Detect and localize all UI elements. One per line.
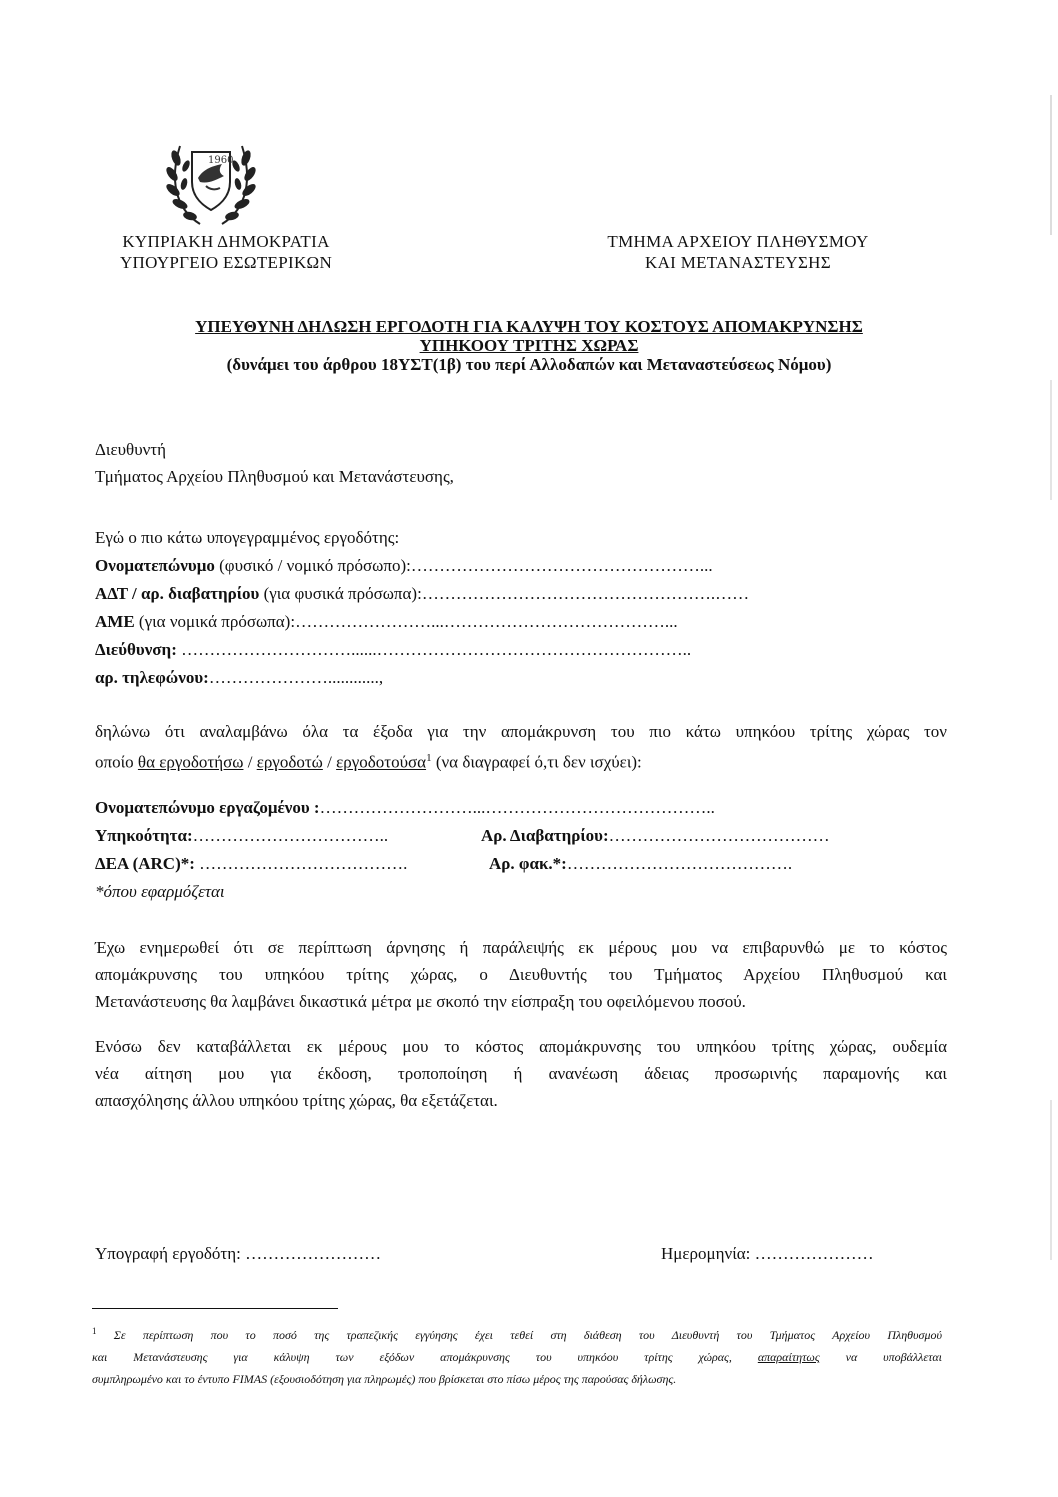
employer-id-note: (για φυσικά πρόσωπα): [259, 584, 422, 603]
employee-passport-label: Αρ. Διαβατηρίου: [481, 826, 609, 845]
date-label: Ημερομηνία: [661, 1244, 751, 1263]
header-left [96, 231, 356, 273]
header-republic: ΚΥΠΡΙΑΚΗ ΔΗΜΟΚΡΑΤΙΑ [122, 232, 330, 251]
employer-ame-row [95, 612, 678, 632]
declaration [95, 718, 947, 776]
employer-name-field[interactable]: ……………………………………………... [410, 556, 713, 575]
employer-phone-field[interactable]: …………………............, [208, 668, 384, 687]
footnote-line2-suffix: να υποβάλλεται [819, 1350, 942, 1364]
date-field[interactable]: ………………… [750, 1244, 874, 1263]
paragraph2-line3: απασχόλησης άλλου υπηκόου τρίτης χώρας, θα εξετάζεται. [95, 1091, 498, 1110]
footnote-line2-prefix: και Μετανάστευσης για κάλυψη των εξόδων απομάκρυνσης του υπηκόου τρίτης χώρας, [92, 1350, 758, 1364]
footnote-line1 [92, 1320, 942, 1346]
scan-edge-mark [1050, 95, 1052, 235]
paragraph2-line1: Ενόσω δεν καταβάλλεται εκ μέρους μου το κόστος απομάκρυνσης του υπηκόου τρίτης χώρας, ουδεμία [95, 1037, 947, 1056]
footnote-line3: συμπληρωμένο και το έντυπο FIMAS (εξουσιοδότηση για πληρωμές) που βρίσκεται στο πίσω μέρος της παρούσας δήλωσης. [92, 1372, 677, 1386]
addressee-line1: Διευθυντή [95, 440, 167, 459]
employer-id-row [95, 584, 749, 604]
header-ministry: ΥΠΟΥΡΓΕΙΟ ΕΣΩΤΕΡΙΚΩΝ [119, 253, 333, 272]
employee-nationality-label: Υπηκοότητα: [95, 826, 193, 845]
svg-text:1960: 1960 [208, 155, 234, 166]
employee-name-row [95, 798, 715, 818]
footnote-line1-text: Σε περίπτωση που το ποσό της τραπεζικής εγγύησης έχει τεθεί στη διάθεση του Διευθυντή του Τμήματος Αρχείου Πληθυσμού [96, 1328, 942, 1342]
employee-file-label: Αρ. φακ.*: [489, 854, 567, 873]
employer-intro: Εγώ ο πιο κάτω υπογεγραμμένος εργοδότης: [95, 528, 400, 547]
option-will-employ[interactable]: θα εργοδοτήσω [137, 752, 244, 772]
declaration-line2-prefix: οποίο [95, 752, 138, 772]
paragraph2-line2: νέα αίτηση μου για έκδοση, τροποποίηση ή ανανέωση άδειας προσωρινής παραμονής και [95, 1064, 947, 1083]
employee-arc-row [95, 854, 407, 874]
employee-file-field[interactable]: …………………………………. [566, 854, 793, 873]
footnote-separator [92, 1308, 338, 1309]
footnote-emphasis: απαραίτητως [757, 1350, 820, 1364]
scan-edge-mark [1050, 380, 1052, 500]
employee-passport-row [481, 826, 830, 846]
title-line2: ΥΠΗΚΟΟΥ ΤΡΙΤΗΣ ΧΩΡΑΣ [419, 336, 639, 355]
employee-arc-field[interactable]: ………………………………. [194, 854, 408, 873]
paragraph-consequences [95, 934, 947, 1015]
coat-of-arms-emblem [160, 138, 262, 228]
employer-id-label: ΑΔΤ / αρ. διαβατηρίου [95, 584, 260, 603]
employee-note: *όπου εφαρμόζεται [95, 882, 225, 901]
footnote-mark: 1 [92, 1326, 97, 1336]
employer-address-field[interactable]: …………………………......……………………………………………….. [176, 640, 692, 659]
employee-name-label: Ονοματεπώνυμο εργαζομένου : [95, 798, 320, 817]
scan-edge-mark [1050, 1100, 1052, 1260]
employer-address-label: Διεύθυνση: [95, 640, 177, 659]
employer-ame-note: (για νομικά πρόσωπα): [134, 612, 296, 631]
paragraph-applications [95, 1033, 947, 1114]
paragraph1-line1: Έχω ενημερωθεί ότι σε περίπτωση άρνησης ή παράλειψής εκ μέρους μου να επιβαρυνθώ με το κόστος [95, 938, 947, 957]
addressee [95, 436, 454, 490]
footnote-line2 [92, 1346, 942, 1368]
employee-file-row [489, 854, 792, 874]
declaration-line1: δηλώνω ότι αναλαμβάνω όλα τα έξοδα για την απομάκρυνση του πιο κάτω υπηκόου τρίτης χώρας τον [95, 722, 947, 741]
document-title [60, 317, 998, 374]
option-separator: / [322, 752, 337, 772]
employer-name-row [95, 556, 713, 576]
employer-id-field[interactable]: …………………………………………….…… [421, 584, 750, 603]
employer-phone-label: αρ. τηλεφώνου: [95, 668, 209, 687]
employee-arc-label: ΔΕΑ (ARC)*: [95, 854, 195, 873]
employer-phone-row [95, 668, 383, 688]
option-employed[interactable]: εργοδοτούσα [336, 752, 427, 772]
signature-field[interactable]: …………………… [240, 1244, 382, 1263]
paragraph1-line2: απομάκρυνσης του υπηκόου τρίτης χώρας, ο Διευθυντής του Τμήματος Αρχείου Πληθυσμού και [95, 965, 947, 984]
declaration-line2 [95, 745, 947, 776]
employee-nationality-row [95, 826, 388, 846]
signature-row [95, 1244, 381, 1264]
employee-name-field[interactable]: ………………………...………………………………….. [319, 798, 715, 817]
footnote-reference: 1 [426, 752, 432, 764]
title-subtitle: (δυνάμει του άρθρου 18ΥΣΤ(1β) του περί Αλλοδαπών και Μεταναστεύσεως Νόμου) [226, 355, 832, 374]
header-department-line2: ΚΑΙ ΜΕΤΑΝΑΣΤΕΥΣΗΣ [645, 253, 831, 272]
header-department: ΤΜΗΜΑ ΑΡΧΕΙΟΥ ΠΛΗΘΥΣΜΟΥ [607, 232, 869, 251]
employer-address-row [95, 640, 691, 660]
signature-label: Υπογραφή εργοδότη: [95, 1244, 241, 1263]
employer-name-label: Ονοματεπώνυμο [95, 556, 215, 575]
employer-ame-field[interactable]: ……………………...…………………………………... [295, 612, 678, 631]
option-employ[interactable]: εργοδοτώ [256, 752, 323, 772]
date-row [661, 1244, 874, 1264]
employer-name-note: (φυσικό / νομικό πρόσωπο): [214, 556, 411, 575]
option-separator: / [243, 752, 257, 772]
paragraph1-line3: Μετανάστευσης θα λαμβάνει δικαστικά μέτρα με σκοπό την είσπραξη του οφειλόμενου ποσού. [95, 992, 746, 1011]
header-right [586, 231, 890, 273]
addressee-line2: Τμήματος Αρχείου Πληθυσμού και Μετανάστευσης, [95, 467, 454, 486]
employee-passport-field[interactable]: ………………………………… [608, 826, 830, 845]
footnote [92, 1320, 942, 1390]
title-line1: ΥΠΕΥΘΥΝΗ ΔΗΛΩΣΗ ΕΡΓΟΔΟΤΗ ΓΙΑ ΚΑΛΥΨΗ ΤΟΥ ΚΟΣΤΟΥΣ ΑΠΟΜΑΚΡΥΝΣΗΣ [195, 317, 863, 336]
employer-ame-label: ΑΜΕ [95, 612, 135, 631]
declaration-line2-suffix: (να διαγραφεί ό,τι δεν ισχύει): [431, 752, 642, 772]
employee-nationality-field[interactable]: …………………………….. [192, 826, 389, 845]
